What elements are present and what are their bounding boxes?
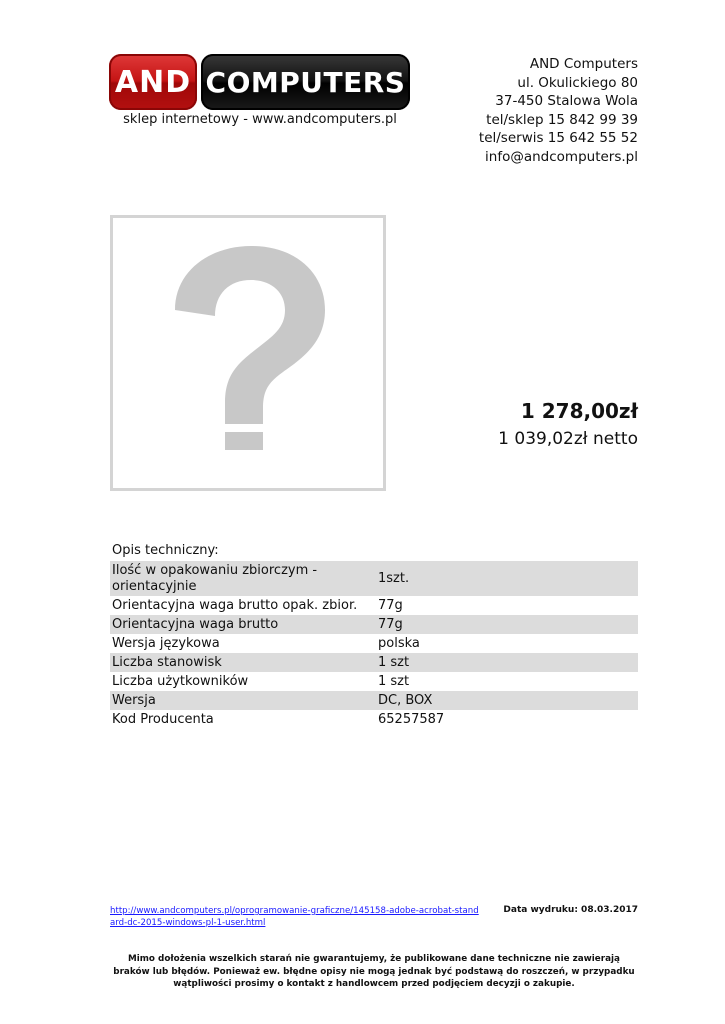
table-row	[110, 561, 638, 596]
table-row	[110, 710, 638, 729]
store-logo[interactable]	[109, 54, 411, 112]
price-net: 1 039,02zł netto	[498, 429, 638, 449]
specs-table	[110, 561, 638, 729]
product-image-placeholder	[110, 215, 386, 491]
print-date: Data wydruku: 08.03.2017	[503, 905, 638, 915]
question-mark-icon	[113, 218, 383, 488]
table-row	[110, 634, 638, 653]
company-phone-shop: tel/sklep 15 842 99 39	[486, 111, 638, 128]
spec-value: 77g	[376, 615, 638, 634]
company-info	[479, 55, 638, 166]
spec-label: Ilość w opakowaniu zbiorczym - orientacyjnie	[110, 561, 376, 596]
product-url-link[interactable]: http://www.andcomputers.pl/oprogramowanie-graficzne/145158-adobe-acrobat-standard-dc-2015-windows-pl-1-user.html	[110, 906, 479, 928]
table-row	[110, 653, 638, 672]
spec-value: 1 szt	[378, 673, 410, 689]
spec-label: Orientacyjna waga brutto	[110, 615, 376, 634]
table-row	[110, 596, 638, 615]
spec-value: polska	[378, 635, 420, 651]
store-tagline: sklep internetowy - www.andcomputers.pl	[123, 112, 397, 127]
spec-label: Wersja językowa	[112, 635, 220, 651]
spec-label: Wersja	[110, 691, 376, 710]
disclaimer: Mimo dołożenia wszelkich starań nie gwarantujemy, że publikowane dane techniczne nie zawierają braków lub błędów. Ponieważ ew. błędne opisy nie mogą jednak być podstawą do roszczeń, w przypadku wątpliwości prosimy o kontakt z handlowcem przed podjęciem decyzji o zakupie.	[113, 954, 635, 989]
logo-and-part: AND	[109, 54, 197, 110]
spec-value: 65257587	[378, 711, 445, 727]
spec-value: 77g	[378, 597, 403, 613]
spec-label: Liczba użytkowników	[112, 673, 249, 689]
spec-value: 1szt.	[376, 561, 638, 596]
spec-value: DC, BOX	[376, 691, 638, 710]
table-row	[110, 691, 638, 710]
price-gross: 1 278,00zł	[520, 399, 638, 423]
spec-value: 1 szt	[376, 653, 638, 672]
company-name: AND Computers	[529, 56, 638, 72]
logo-computers-part: COMPUTERS	[201, 54, 410, 110]
table-row	[110, 615, 638, 634]
table-row	[110, 672, 638, 691]
specs-title: Opis techniczny:	[112, 543, 219, 558]
company-street: ul. Okulickiego 80	[517, 74, 638, 91]
spec-label: Liczba stanowisk	[110, 653, 376, 672]
spec-label: Orientacyjna waga brutto opak. zbior.	[112, 597, 358, 613]
company-phone-service: tel/serwis 15 642 55 52	[478, 130, 638, 146]
company-city: 37-450 Stalowa Wola	[495, 93, 638, 109]
spec-label: Kod Producenta	[112, 711, 214, 727]
company-email: info@andcomputers.pl	[485, 148, 638, 165]
